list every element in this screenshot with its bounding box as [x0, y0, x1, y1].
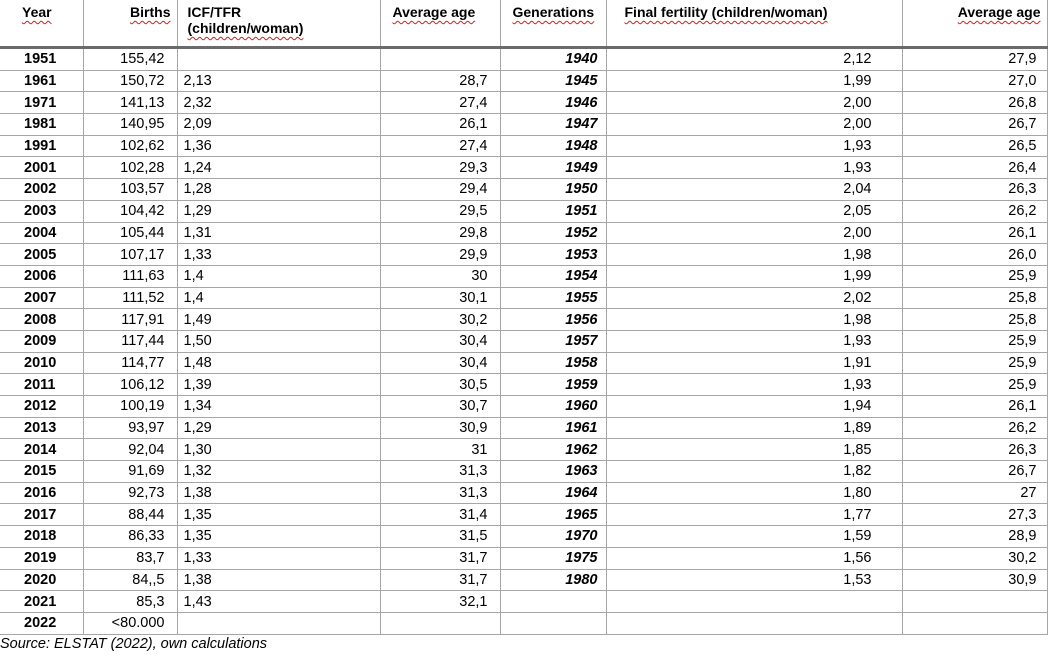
cell-final-fertility: 2,02: [606, 287, 902, 309]
cell-births: 85,3: [83, 591, 177, 613]
cell-year: 2014: [0, 439, 83, 461]
cell-year: 2003: [0, 200, 83, 222]
cell-average-age: 30,4: [380, 352, 500, 374]
cell-generation: 1980: [500, 569, 606, 591]
cell-births: 107,17: [83, 244, 177, 266]
cell-icf: 1,33: [177, 547, 380, 569]
cell-births: 102,62: [83, 135, 177, 157]
cell-final-fertility: 2,00: [606, 222, 902, 244]
cell-average-age: 30: [380, 265, 500, 287]
cell-generation-average-age: 26,1: [902, 222, 1047, 244]
cell-generation: 1948: [500, 135, 606, 157]
cell-final-fertility: 2,04: [606, 179, 902, 201]
cell-generation-average-age: 26,8: [902, 92, 1047, 114]
table-row: [0, 330, 1047, 352]
cell-icf: 1,4: [177, 265, 380, 287]
cell-generation: 1947: [500, 114, 606, 136]
cell-average-age: 30,9: [380, 417, 500, 439]
cell-final-fertility: 1,89: [606, 417, 902, 439]
header-generations: Generations: [500, 0, 606, 48]
cell-icf: 1,31: [177, 222, 380, 244]
cell-average-age: 29,5: [380, 200, 500, 222]
cell-average-age: 28,7: [380, 70, 500, 92]
cell-average-age: 29,8: [380, 222, 500, 244]
cell-generation-average-age: 26,1: [902, 396, 1047, 418]
cell-year: 2004: [0, 222, 83, 244]
cell-icf: 1,24: [177, 157, 380, 179]
table-row: [0, 612, 1047, 634]
header-final-fertility: Final fertility (children/woman): [606, 0, 902, 48]
cell-final-fertility: 1,98: [606, 309, 902, 331]
cell-year: 2010: [0, 352, 83, 374]
cell-births: 93,97: [83, 417, 177, 439]
cell-icf: 1,34: [177, 396, 380, 418]
cell-year: 2008: [0, 309, 83, 331]
cell-average-age: 29,4: [380, 179, 500, 201]
cell-average-age: 27,4: [380, 135, 500, 157]
cell-icf: 1,29: [177, 200, 380, 222]
cell-average-age: 30,7: [380, 396, 500, 418]
cell-generation: 1958: [500, 352, 606, 374]
cell-generation-average-age: 27,9: [902, 48, 1047, 71]
cell-final-fertility: 1,98: [606, 244, 902, 266]
table-row: [0, 135, 1047, 157]
cell-icf: 1,49: [177, 309, 380, 331]
cell-final-fertility: 1,59: [606, 526, 902, 548]
cell-generation-average-age: [902, 591, 1047, 613]
cell-average-age: [380, 612, 500, 634]
cell-year: 1951: [0, 48, 83, 71]
cell-generation: 1975: [500, 547, 606, 569]
cell-generation-average-age: 27,0: [902, 70, 1047, 92]
cell-final-fertility: 1,80: [606, 482, 902, 504]
cell-icf: 2,13: [177, 70, 380, 92]
table-row: [0, 504, 1047, 526]
cell-generation: 1954: [500, 265, 606, 287]
cell-year: 2001: [0, 157, 83, 179]
cell-average-age: 32,1: [380, 591, 500, 613]
cell-icf: 1,50: [177, 330, 380, 352]
table-row: [0, 439, 1047, 461]
cell-generation: 1957: [500, 330, 606, 352]
cell-births: <80.000: [83, 612, 177, 634]
cell-generation: 1956: [500, 309, 606, 331]
cell-year: 2017: [0, 504, 83, 526]
table-row: [0, 352, 1047, 374]
cell-icf: 1,35: [177, 504, 380, 526]
table-row: [0, 157, 1047, 179]
cell-generation-average-age: 25,9: [902, 352, 1047, 374]
cell-final-fertility: 1,91: [606, 352, 902, 374]
cell-icf: [177, 612, 380, 634]
cell-average-age: 31,4: [380, 504, 500, 526]
cell-generation: 1955: [500, 287, 606, 309]
cell-generation-average-age: 26,3: [902, 179, 1047, 201]
table-body: [0, 48, 1047, 635]
table-row: [0, 200, 1047, 222]
table-row: [0, 526, 1047, 548]
cell-generation-average-age: 27,3: [902, 504, 1047, 526]
cell-generation: 1953: [500, 244, 606, 266]
table-row: [0, 569, 1047, 591]
cell-generation-average-age: [902, 612, 1047, 634]
cell-generation: 1965: [500, 504, 606, 526]
cell-generation-average-age: 26,7: [902, 114, 1047, 136]
cell-generation: 1959: [500, 374, 606, 396]
cell-final-fertility: 1,93: [606, 135, 902, 157]
cell-generation: 1949: [500, 157, 606, 179]
cell-final-fertility: 1,93: [606, 374, 902, 396]
cell-births: 91,69: [83, 461, 177, 483]
table-row: [0, 396, 1047, 418]
header-year: Year: [0, 0, 83, 48]
cell-generation: 1970: [500, 526, 606, 548]
header-icf-line1: ICF/TFR: [187, 4, 242, 20]
cell-generation: 1962: [500, 439, 606, 461]
cell-generation: 1961: [500, 417, 606, 439]
cell-year: 2016: [0, 482, 83, 504]
table-row: [0, 547, 1047, 569]
cell-icf: 1,30: [177, 439, 380, 461]
cell-icf: 2,09: [177, 114, 380, 136]
table-row: [0, 591, 1047, 613]
cell-births: 117,44: [83, 330, 177, 352]
header-generation-average-age: Average age: [902, 0, 1047, 48]
cell-icf: 1,35: [177, 526, 380, 548]
cell-year: 2022: [0, 612, 83, 634]
cell-final-fertility: 1,77: [606, 504, 902, 526]
cell-final-fertility: [606, 591, 902, 613]
table-row: [0, 417, 1047, 439]
cell-average-age: 31,5: [380, 526, 500, 548]
cell-final-fertility: 1,93: [606, 330, 902, 352]
cell-average-age: 29,9: [380, 244, 500, 266]
cell-average-age: 31,7: [380, 569, 500, 591]
cell-icf: 1,38: [177, 569, 380, 591]
cell-average-age: 30,2: [380, 309, 500, 331]
cell-final-fertility: 2,00: [606, 114, 902, 136]
cell-births: 102,28: [83, 157, 177, 179]
cell-generation-average-age: 26,3: [902, 439, 1047, 461]
cell-year: 2021: [0, 591, 83, 613]
cell-generation-average-age: 25,9: [902, 374, 1047, 396]
cell-births: 83,7: [83, 547, 177, 569]
cell-births: 100,19: [83, 396, 177, 418]
cell-year: 2019: [0, 547, 83, 569]
cell-year: 2013: [0, 417, 83, 439]
cell-average-age: 30,4: [380, 330, 500, 352]
cell-generation-average-age: 25,8: [902, 309, 1047, 331]
cell-births: 141,13: [83, 92, 177, 114]
cell-icf: 1,32: [177, 461, 380, 483]
cell-births: 92,04: [83, 439, 177, 461]
cell-icf: [177, 48, 380, 71]
cell-generation: [500, 612, 606, 634]
table-row: [0, 179, 1047, 201]
cell-generation-average-age: 30,2: [902, 547, 1047, 569]
cell-generation-average-age: 28,9: [902, 526, 1047, 548]
cell-generation-average-age: 25,9: [902, 265, 1047, 287]
cell-final-fertility: 1,99: [606, 265, 902, 287]
cell-year: 2015: [0, 461, 83, 483]
cell-births: 104,42: [83, 200, 177, 222]
cell-average-age: 30,1: [380, 287, 500, 309]
cell-year: 2005: [0, 244, 83, 266]
source-note: Source: ELSTAT (2022), own calculations: [0, 636, 268, 652]
table-row: [0, 374, 1047, 396]
cell-year: 1961: [0, 70, 83, 92]
cell-year: 2018: [0, 526, 83, 548]
header-icf-line2: (children/woman): [187, 20, 304, 36]
cell-births: 111,52: [83, 287, 177, 309]
cell-average-age: 31,3: [380, 482, 500, 504]
cell-year: 2009: [0, 330, 83, 352]
cell-icf: 1,29: [177, 417, 380, 439]
table-row: [0, 48, 1047, 71]
cell-births: 88,44: [83, 504, 177, 526]
table-row: [0, 244, 1047, 266]
cell-generation-average-age: 26,2: [902, 200, 1047, 222]
cell-births: 111,63: [83, 265, 177, 287]
table-row: [0, 222, 1047, 244]
cell-average-age: 30,5: [380, 374, 500, 396]
cell-generation: 1951: [500, 200, 606, 222]
table-row: [0, 114, 1047, 136]
cell-generation-average-age: 26,0: [902, 244, 1047, 266]
cell-final-fertility: 1,93: [606, 157, 902, 179]
table-row: [0, 70, 1047, 92]
cell-average-age: 26,1: [380, 114, 500, 136]
table-row: [0, 287, 1047, 309]
cell-icf: 1,38: [177, 482, 380, 504]
cell-year: 2012: [0, 396, 83, 418]
cell-year: 2007: [0, 287, 83, 309]
table-row: [0, 461, 1047, 483]
cell-icf: 1,48: [177, 352, 380, 374]
cell-final-fertility: 1,82: [606, 461, 902, 483]
cell-generation: 1950: [500, 179, 606, 201]
cell-generation-average-age: 30,9: [902, 569, 1047, 591]
cell-generation: 1945: [500, 70, 606, 92]
cell-births: 140,95: [83, 114, 177, 136]
cell-final-fertility: 2,12: [606, 48, 902, 71]
cell-final-fertility: 1,85: [606, 439, 902, 461]
cell-final-fertility: 1,99: [606, 70, 902, 92]
cell-generation-average-age: 26,7: [902, 461, 1047, 483]
cell-average-age: 27,4: [380, 92, 500, 114]
header-icf: [177, 0, 380, 48]
cell-generation-average-age: 26,4: [902, 157, 1047, 179]
cell-births: 155,42: [83, 48, 177, 71]
cell-year: 2002: [0, 179, 83, 201]
cell-final-fertility: 2,00: [606, 92, 902, 114]
cell-average-age: 31,7: [380, 547, 500, 569]
cell-icf: 1,33: [177, 244, 380, 266]
cell-births: 103,57: [83, 179, 177, 201]
cell-generation: 1946: [500, 92, 606, 114]
table-row: [0, 309, 1047, 331]
cell-generation: 1940: [500, 48, 606, 71]
cell-generation-average-age: 25,8: [902, 287, 1047, 309]
cell-births: 117,91: [83, 309, 177, 331]
cell-icf: 1,4: [177, 287, 380, 309]
cell-final-fertility: 2,05: [606, 200, 902, 222]
cell-final-fertility: 1,56: [606, 547, 902, 569]
cell-icf: 1,36: [177, 135, 380, 157]
table-row: [0, 482, 1047, 504]
cell-year: 1971: [0, 92, 83, 114]
table-row: [0, 92, 1047, 114]
cell-generation-average-age: 26,5: [902, 135, 1047, 157]
cell-year: 2011: [0, 374, 83, 396]
cell-generation: 1963: [500, 461, 606, 483]
cell-generation: 1952: [500, 222, 606, 244]
cell-icf: 1,43: [177, 591, 380, 613]
cell-icf: 2,32: [177, 92, 380, 114]
cell-year: 1981: [0, 114, 83, 136]
header-average-age: Average age: [380, 0, 500, 48]
cell-generation: 1964: [500, 482, 606, 504]
cell-final-fertility: 1,53: [606, 569, 902, 591]
cell-births: 84,,5: [83, 569, 177, 591]
cell-generation-average-age: 25,9: [902, 330, 1047, 352]
cell-births: 150,72: [83, 70, 177, 92]
cell-year: 2020: [0, 569, 83, 591]
cell-average-age: 29,3: [380, 157, 500, 179]
cell-year: 2006: [0, 265, 83, 287]
cell-births: 105,44: [83, 222, 177, 244]
cell-generation-average-age: 26,2: [902, 417, 1047, 439]
cell-icf: 1,39: [177, 374, 380, 396]
cell-generation: 1960: [500, 396, 606, 418]
cell-average-age: [380, 48, 500, 71]
cell-average-age: 31,3: [380, 461, 500, 483]
table-row: [0, 265, 1047, 287]
cell-births: 86,33: [83, 526, 177, 548]
cell-year: 1991: [0, 135, 83, 157]
header-row: [0, 0, 1047, 48]
cell-generation-average-age: 27: [902, 482, 1047, 504]
cell-icf: 1,28: [177, 179, 380, 201]
cell-births: 114,77: [83, 352, 177, 374]
cell-births: 92,73: [83, 482, 177, 504]
cell-average-age: 31: [380, 439, 500, 461]
cell-final-fertility: [606, 612, 902, 634]
cell-generation: [500, 591, 606, 613]
header-births: Births: [83, 0, 177, 48]
cell-births: 106,12: [83, 374, 177, 396]
cell-final-fertility: 1,94: [606, 396, 902, 418]
